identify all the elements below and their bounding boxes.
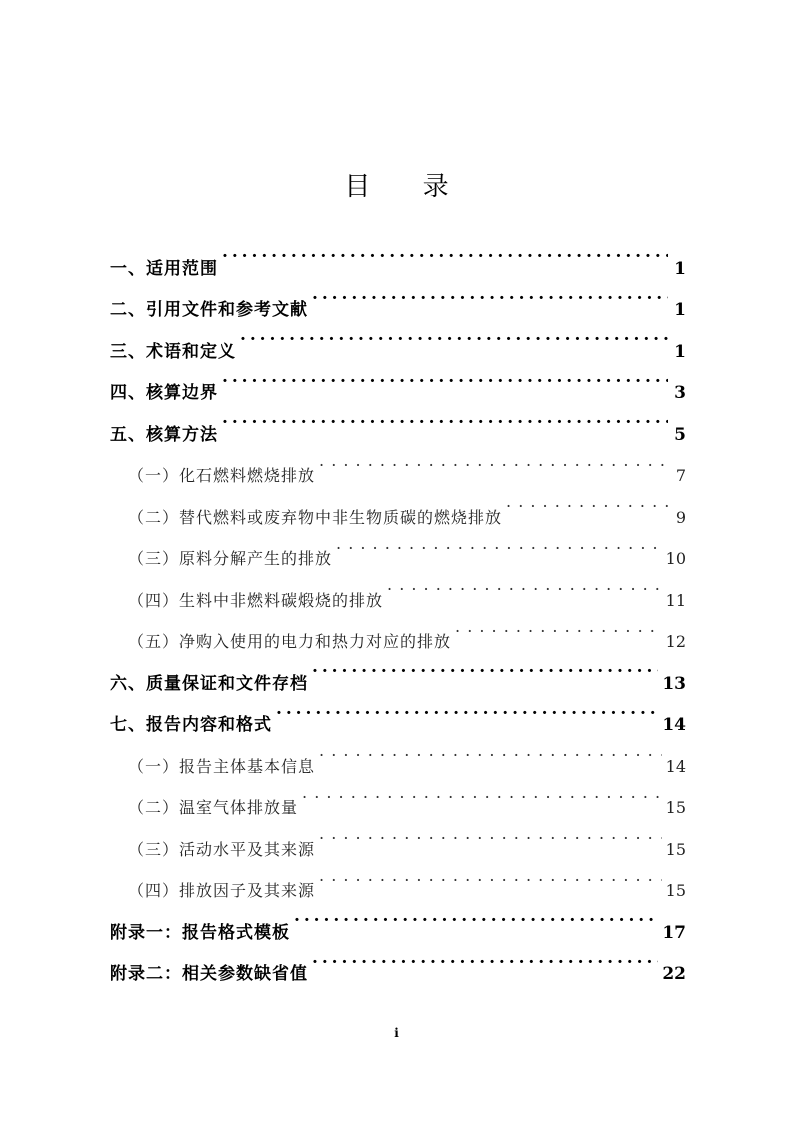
toc-entry[interactable] (110, 232, 686, 279)
toc-subentry-label: （四）排放因子及其来源 (128, 881, 316, 900)
toc-entry-label: 一、适用范围 (110, 258, 218, 279)
toc-entry-page: 13 (662, 673, 686, 694)
toc-subentry-page: 14 (665, 756, 686, 776)
toc-subentry-label: （三）原料分解产生的排放 (128, 549, 333, 568)
toc-subentry-page: 15 (665, 839, 686, 859)
toc-entry-label: 三、术语和定义 (110, 341, 236, 362)
table-of-contents (110, 232, 686, 984)
toc-dot-leader (387, 564, 662, 606)
toc-subentry-label: （二）替代燃料或废弃物中非生物质碳的燃烧排放 (128, 507, 503, 527)
page-number: i (394, 1026, 399, 1040)
toc-subentry-label: （三）活动水平及其来源 (128, 839, 316, 859)
toc-dot-leader (455, 606, 662, 648)
toc-dot-leader (319, 813, 662, 855)
toc-entry-label: 七、报告内容和格式 (110, 715, 272, 735)
toc-dot-leader (319, 730, 662, 772)
toc-dot-leader (312, 274, 668, 316)
toc-subentry-page: 12 (665, 632, 686, 651)
toc-dot-leader (319, 440, 668, 482)
toc-subentry-page: 10 (665, 549, 686, 568)
toc-dot-leader (312, 938, 658, 980)
toc-dot-leader (222, 357, 668, 399)
toc-dot-leader (240, 315, 668, 357)
toc-dot-leader (294, 896, 658, 938)
toc-dot-leader (312, 647, 658, 689)
toc-subentry-page: 15 (665, 881, 686, 900)
toc-entry-page: 3 (674, 383, 686, 403)
toc-subentry-label: （五）净购入使用的电力和热力对应的排放 (128, 632, 452, 651)
toc-entry-page: 1 (674, 258, 686, 279)
toc-entry-label: 附录一：报告格式模板 (110, 922, 290, 943)
toc-entry-label: 二、引用文件和参考文献 (110, 300, 308, 320)
toc-entry-page: 14 (662, 715, 686, 735)
toc-entry-label: 五、核算方法 (110, 424, 218, 445)
toc-dot-leader (336, 523, 662, 565)
toc-entry-page: 17 (662, 922, 686, 943)
toc-entry-page: 1 (674, 300, 686, 320)
toc-dot-leader (276, 689, 658, 731)
toc-entry-page: 5 (674, 424, 686, 445)
toc-dot-leader (222, 232, 668, 274)
toc-entry-label: 附录二：相关参数缺省值 (110, 964, 308, 984)
toc-dot-leader (222, 398, 668, 440)
toc-entry-page: 22 (662, 964, 686, 984)
toc-subentry-page: 11 (665, 590, 686, 610)
toc-subentry-label: （二）温室气体排放量 (128, 798, 299, 817)
toc-entry-label: 六、质量保证和文件存档 (110, 673, 308, 694)
toc-subentry-label: （一）报告主体基本信息 (128, 756, 316, 776)
page-title: 目 录 (344, 172, 471, 202)
toc-entry-page: 1 (674, 341, 686, 362)
toc-subentry-page: 15 (665, 798, 686, 817)
toc-dot-leader (302, 772, 662, 814)
toc-subentry-page: 9 (675, 507, 686, 527)
toc-dot-leader (506, 481, 668, 523)
toc-subentry-label: （一）化石燃料燃烧排放 (128, 466, 316, 485)
toc-entry-label: 四、核算边界 (110, 383, 218, 403)
toc-dot-leader (319, 855, 662, 897)
toc-subentry-page: 7 (675, 466, 686, 485)
toc-subentry-label: （四）生料中非燃料碳煅烧的排放 (128, 590, 384, 610)
